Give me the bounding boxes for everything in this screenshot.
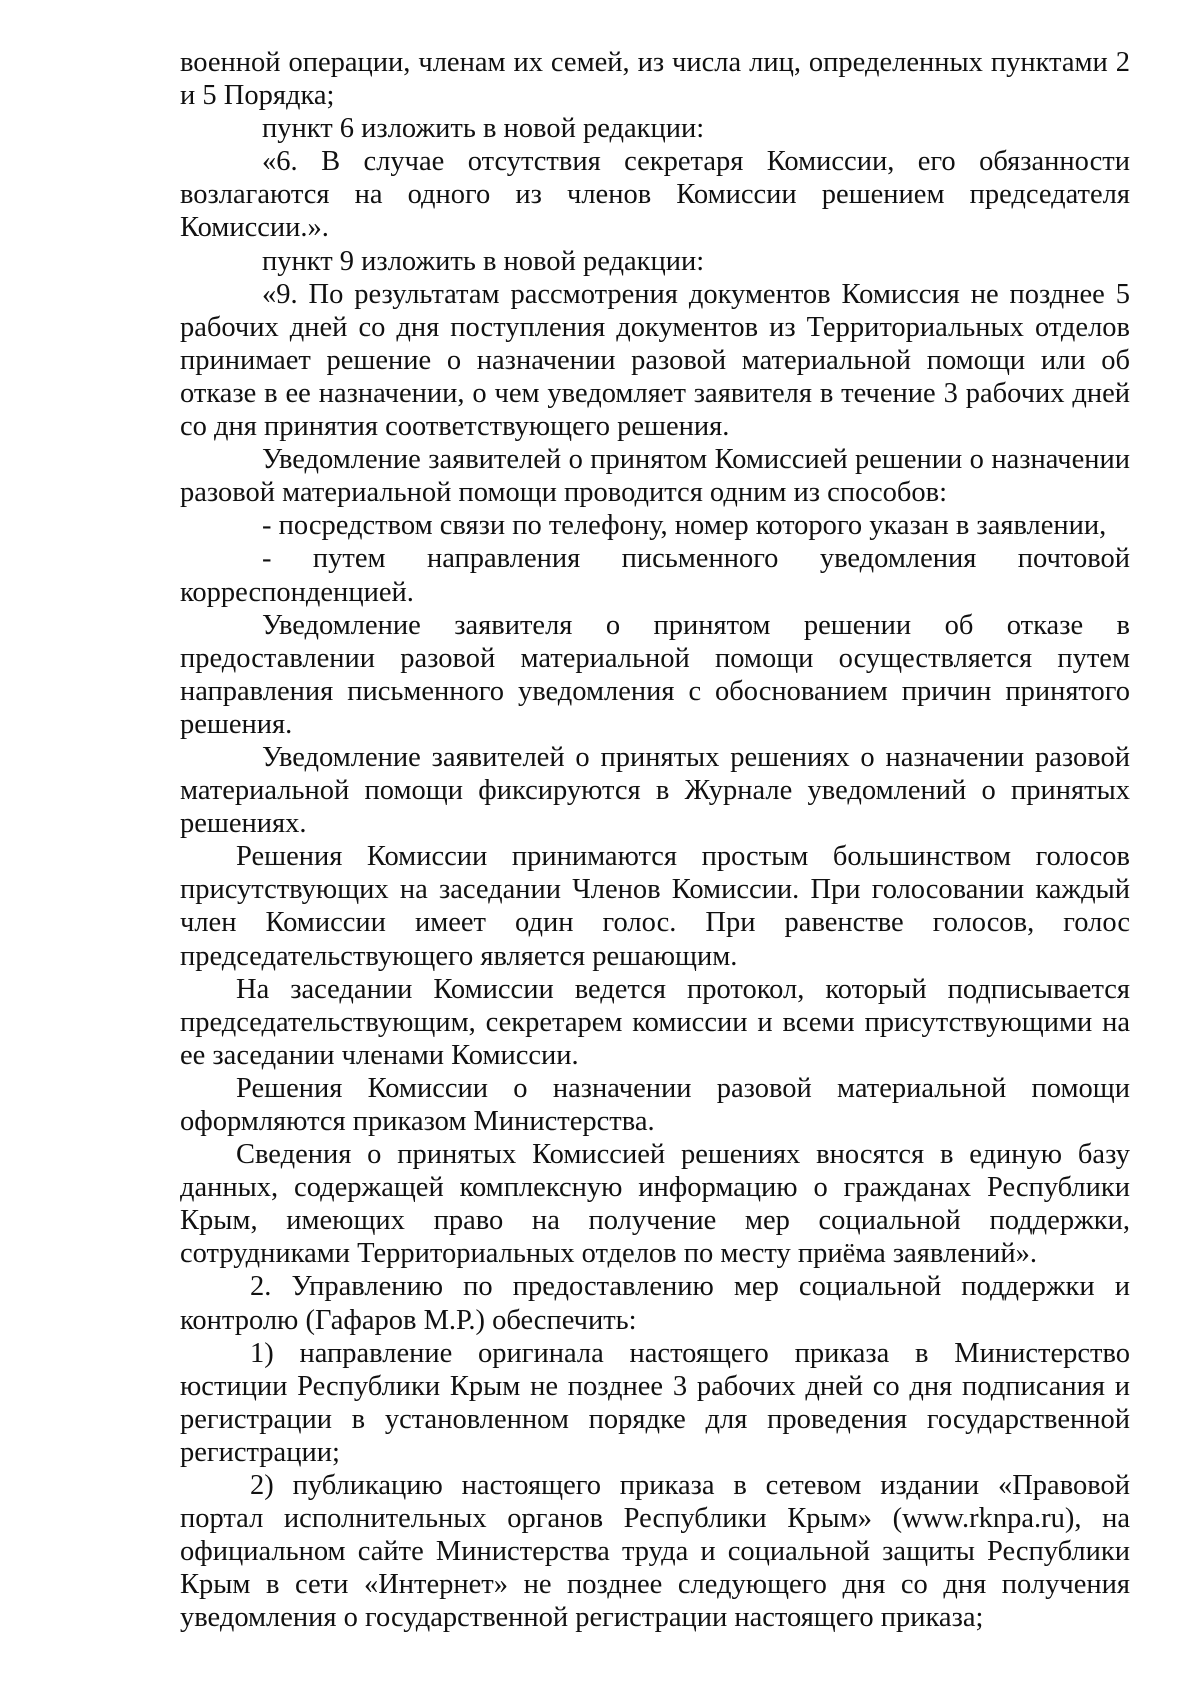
paragraph-subitem-2: 2) публикацию настоящего приказа в сетевом издании «Правовой портал исполнительных органов Республики Крым» (www.rknpa.ru), на официальном сайте Министерства труда и социальной защиты Республики Крым в сети «Интернет» не позднее следующего дня со дня получения уведомления о государственной регистрации настоящего приказа; <box>180 1470 1130 1634</box>
paragraph-point-6-intro: пункт 6 изложить в новой редакции: <box>262 113 705 145</box>
paragraph-refusal-notice: Уведомление заявителя о принятом решении об отказе в предоставлении разовой материальной помощи осуществляется путем направления письменного уведомления с обоснованием причин принятого решения. <box>180 609 1130 740</box>
document-body <box>180 46 1130 1635</box>
paragraph-notification-journal: Уведомление заявителей о принятых решениях о назначении разовой материальной помощи фиксируются в Журнале уведомлений о принятых решениях. <box>180 741 1130 840</box>
paragraph-protocol: На заседании Комиссии ведется протокол, который подписывается председательствующим, секретарем комиссии и всеми присутствующими на ее заседании членами Комиссии. <box>180 973 1130 1071</box>
paragraph-notification-methods: Уведомление заявителей о принятом Комиссией решении о назначении разовой материальной помощи проводится одним из способов: <box>180 444 1130 509</box>
paragraph-subitem-1: 1) направление оригинала настоящего приказа в Министерство юстиции Республики Крым не позднее 3 рабочих дней со дня подписания и регистрации в установленном порядке для проведения государственной регистрации; <box>180 1337 1130 1468</box>
list-item-mail: - путем направления письменного уведомления почтовой корреспонденцией. <box>180 543 1130 608</box>
paragraph-point-9-intro: пункт 9 изложить в новой редакции: <box>262 245 705 277</box>
paragraph-database: Сведения о принятых Комиссией решениях вносятся в единую базу данных, содержащей комплексную информацию о гражданах Республики Крым, имеющих право на получение мер социальной поддержки, сотрудниками Территориальных отделов по месту приёма заявлений». <box>180 1139 1130 1270</box>
paragraph-order: Решения Комиссии о назначении разовой материальной помощи оформляются приказом Министерства. <box>180 1072 1130 1137</box>
paragraph-point-9-text: «9. По результатам рассмотрения документов Комиссия не позднее 5 рабочих дней со дня поступления документов из Территориальных отделов принимает решение о назначении разовой материальной помощи или об отказе в ее назначении, о чем уведомляет заявителя в течение 3 рабочих дней со дня принятия соответствующего решения. <box>180 278 1130 443</box>
paragraph-continuation: военной операции, членам их семей, из числа лиц, определенных пунктами 2 и 5 Порядка; <box>180 47 1130 112</box>
paragraph-point-6-text: «6. В случае отсутствия секретаря Комиссии, его обязанности возлагаются на одного из членов Комиссии решением председателя Комиссии.». <box>180 146 1130 244</box>
list-item-phone: - посредством связи по телефону, номер которого указан в заявлении, <box>262 510 1107 542</box>
paragraph-voting: Решения Комиссии принимаются простым большинством голосов присутствующих на заседании Членов Комиссии. При голосовании каждый член Комиссии имеет один голос. При равенстве голосов, голос председательствующего является решающим. <box>180 841 1130 972</box>
paragraph-item-2: 2. Управлению по предоставлению мер социальной поддержки и контролю (Гафаров М.Р.) обеспечить: <box>180 1271 1130 1336</box>
